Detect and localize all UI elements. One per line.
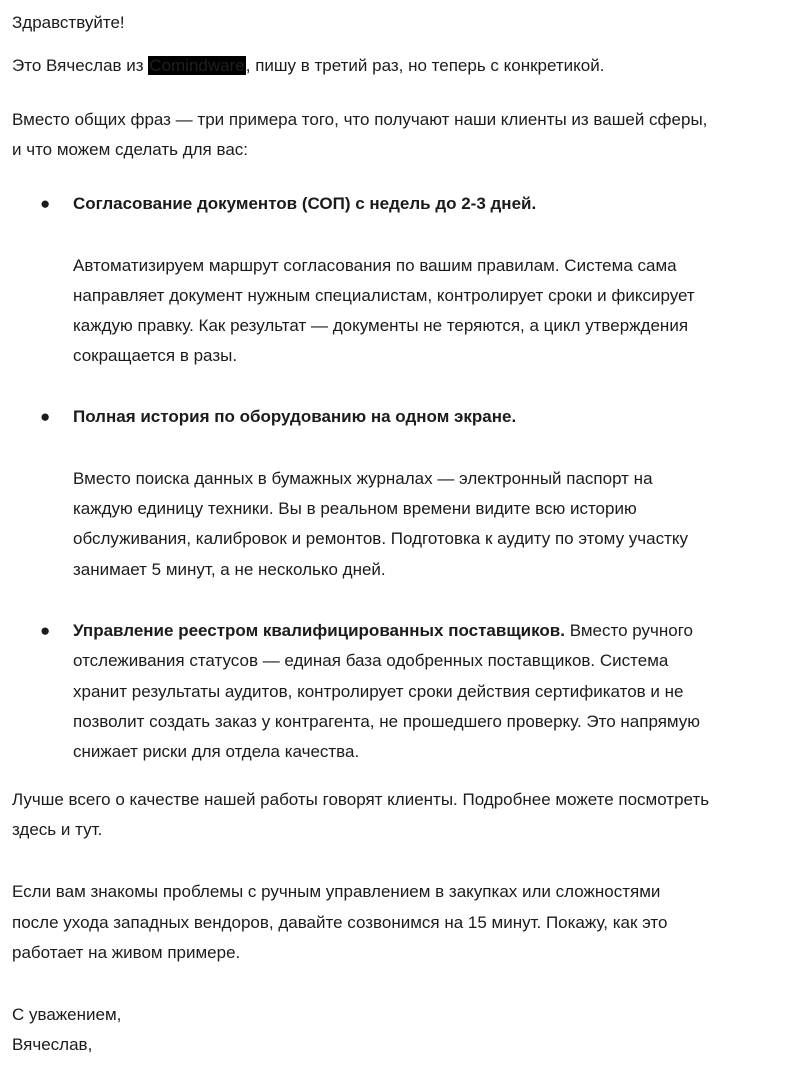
item-line: обслуживания, калибровок и ремонтов. Подготовка к аудиту по этому участку <box>73 529 689 548</box>
bullet-icon: ● <box>40 194 51 213</box>
cta-line-3: работает на живом примере. <box>12 943 241 962</box>
item-line: снижает риски для отдела качества. <box>73 742 360 761</box>
item-title: Согласование документов (СОП) с недель до 2-3 дней. <box>73 194 537 213</box>
lead-line-2: и что можем сделать для вас: <box>12 140 248 159</box>
company-name-redacted: Comindware <box>149 56 245 75</box>
item-line: отслеживания статусов — единая база одобренных поставщиков. Система <box>73 651 669 670</box>
item-line: хранит результаты аудитов, контролирует сроки действия сертификатов и не <box>73 682 684 701</box>
item-line: Автоматизируем маршрут согласования по вашим правилам. Система сама <box>73 256 677 275</box>
cta-line-2: после ухода западных вендоров, давайте созвонимся на 15 минут. Покажу, как это <box>12 913 668 932</box>
bullet-icon: ● <box>40 407 51 426</box>
intro-before: Это Вячеслав из <box>12 56 149 75</box>
item-title-line <box>73 621 693 641</box>
item-title: Полная история по оборудованию на одном экране. <box>73 407 517 426</box>
reviews-line-2: здесь и тут. <box>12 820 103 839</box>
reviews-line-1: Лучше всего о качестве нашей работы говорят клиенты. Подробнее можете посмотреть <box>12 790 710 809</box>
greeting: Здравствуйте! <box>12 13 125 32</box>
item-line: каждую правку. Как результат — документы не теряются, а цикл утверждения <box>73 316 689 335</box>
item-line: направляет документ нужным специалистам, контролирует сроки и фиксирует <box>73 286 695 305</box>
intro-line <box>12 56 604 76</box>
item-title-tail: Вместо ручного <box>564 621 694 640</box>
cta-line-1: Если вам знакомы проблемы с ручным управлением в закупках или сложностями <box>12 882 661 901</box>
closing: С уважением, <box>12 1005 122 1024</box>
item-line: каждую единицу техники. Вы в реальном времени видите всю историю <box>73 499 637 518</box>
item-line: занимает 5 минут, а не несколько дней. <box>73 560 386 579</box>
item-title: Управление реестром квалифицированных поставщиков. <box>73 621 565 640</box>
intro-after: , пишу в третий раз, но теперь с конкретикой. <box>245 56 605 75</box>
item-line: позволит создать заказ у контрагента, не прошедшего проверку. Это напрямую <box>73 712 701 731</box>
item-line: Вместо поиска данных в бумажных журналах — электронный паспорт на <box>73 469 653 488</box>
bullet-icon: ● <box>40 621 51 640</box>
lead-line-1: Вместо общих фраз — три примера того, что получают наши клиенты из вашей сферы, <box>12 110 708 129</box>
item-line: сокращается в разы. <box>73 346 238 365</box>
signature: Вячеслав, <box>12 1035 93 1054</box>
